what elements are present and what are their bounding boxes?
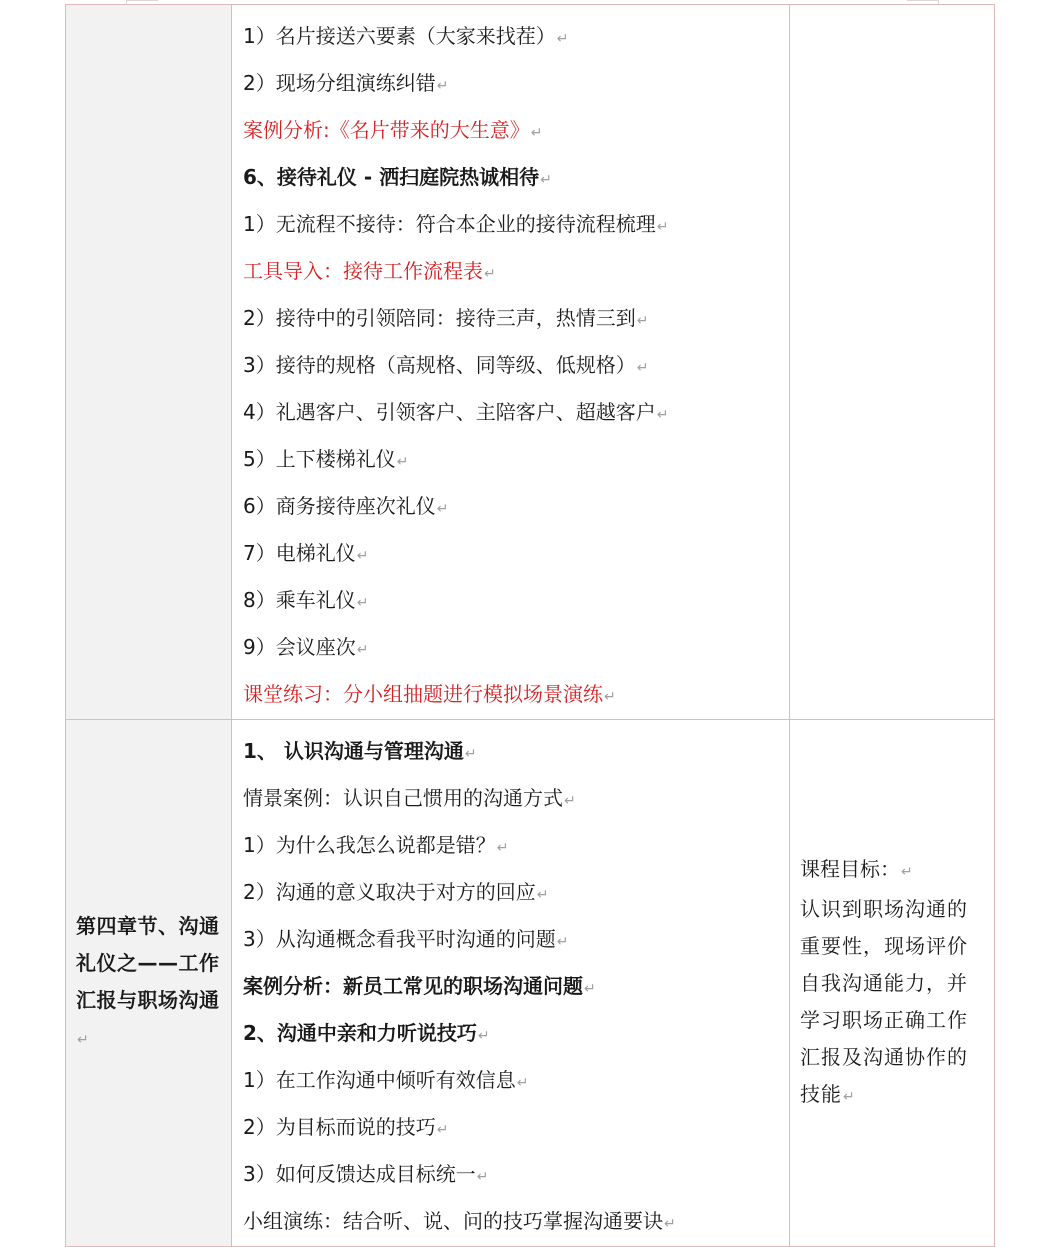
return-mark-icon: ↵ (604, 689, 616, 705)
return-mark-icon: ↵ (476, 1169, 489, 1185)
return-mark-icon: ↵ (536, 887, 549, 903)
return-mark-icon: ↵ (636, 360, 649, 376)
content-line (243, 963, 779, 1010)
content-line-text: 1）在工作沟通中倾听有效信息 (243, 1068, 516, 1092)
content-line-text: 案例分析：新员工常见的职场沟通问题 (243, 974, 583, 998)
content-line-text: 7）电梯礼仪 (243, 541, 356, 565)
content-line-text: 4）礼遇客户、引领客户、主陪客户、超越客户 (243, 400, 656, 424)
section-title (66, 908, 231, 1059)
content-line-text: 8）乘车礼仪 (243, 588, 356, 612)
content-line-text: 2、沟通中亲和力听说技巧 (243, 1021, 477, 1045)
goal-cell (790, 720, 995, 1247)
content-line (243, 775, 779, 822)
section-cell (66, 5, 232, 720)
content-line (243, 248, 779, 295)
return-mark-icon: ↵ (843, 1088, 856, 1105)
content-line (243, 154, 779, 201)
content-line-text: 1）为什么我怎么说都是错？ (243, 833, 496, 857)
return-mark-icon: ↵ (656, 407, 669, 423)
return-mark-icon: ↵ (540, 172, 552, 188)
content-line-text: 3）接待的规格（高规格、同等级、低规格） (243, 353, 636, 377)
content-line-text: 6、接待礼仪 - 洒扫庭院热诚相待 (243, 165, 540, 189)
return-mark-icon: ↵ (477, 1028, 490, 1044)
content-line (243, 671, 779, 718)
content-cell (232, 720, 790, 1247)
return-mark-icon: ↵ (484, 266, 496, 282)
section-cell (66, 720, 232, 1247)
table-row (66, 720, 995, 1247)
return-mark-icon: ↵ (436, 78, 449, 94)
content-line (243, 577, 779, 624)
content-line (243, 483, 779, 530)
return-mark-icon: ↵ (464, 746, 477, 762)
content-line (243, 107, 779, 154)
return-mark-icon: ↵ (636, 313, 649, 329)
content-line (243, 1198, 779, 1245)
content-line-text: 2）为目标而说的技巧 (243, 1115, 436, 1139)
return-mark-icon: ↵ (584, 981, 596, 997)
content-line (243, 60, 779, 107)
return-mark-icon: ↵ (356, 548, 369, 564)
content-line-text: 2）现场分组演练纠错 (243, 71, 436, 95)
return-mark-icon: ↵ (356, 642, 369, 658)
content-line (243, 1151, 779, 1198)
content-line-text: 3）如何反馈达成目标统一 (243, 1162, 476, 1186)
content-line (243, 1057, 779, 1104)
section-title-text: 第四章节、沟通礼仪之——工作汇报与职场沟通 (76, 913, 220, 1012)
content-line (243, 624, 779, 671)
return-mark-icon: ↵ (356, 595, 369, 611)
goal-cell (790, 5, 995, 720)
goal-heading-text: 课程目标： (800, 856, 900, 881)
content-line (243, 1010, 779, 1057)
return-mark-icon: ↵ (556, 934, 569, 950)
goal-text-body: 认识到职场沟通的重要性，现场评价自我沟通能力，并学习职场正确工作汇报及沟通协作的技能 (800, 896, 968, 1106)
content-lines (243, 728, 779, 1245)
content-line-text: 案例分析:《名片带来的大生意》 (243, 118, 530, 142)
return-mark-icon: ↵ (664, 1216, 676, 1232)
return-mark-icon: ↵ (564, 793, 576, 809)
content-line-text: 课堂练习：分小组抽题进行模拟场景演练 (243, 682, 603, 706)
content-line-text: 1）无流程不接待：符合本企业的接待流程梳理 (243, 212, 656, 236)
return-mark-icon: ↵ (77, 1031, 90, 1048)
return-mark-icon: ↵ (901, 863, 913, 880)
return-mark-icon: ↵ (530, 125, 543, 141)
content-line-text: 小组演练：结合听、说、问的技巧掌握沟通要诀 (243, 1209, 663, 1233)
return-mark-icon: ↵ (396, 454, 409, 470)
content-line (243, 295, 779, 342)
return-mark-icon: ↵ (436, 1122, 449, 1138)
content-line (243, 13, 779, 60)
content-line (243, 916, 779, 963)
content-line (243, 436, 779, 483)
content-line (243, 822, 779, 869)
return-mark-icon: ↵ (496, 840, 509, 856)
return-mark-icon: ↵ (556, 31, 569, 47)
content-line-text: 工具导入：接待工作流程表 (243, 259, 483, 283)
return-mark-icon: ↵ (516, 1075, 529, 1091)
return-mark-icon: ↵ (656, 219, 669, 235)
content-line-text: 9）会议座次 (243, 635, 356, 659)
content-lines (243, 13, 779, 718)
table-row (66, 5, 995, 720)
content-line (243, 728, 779, 775)
goal-heading (800, 851, 984, 891)
course-syllabus-table (65, 4, 995, 1247)
content-line (243, 530, 779, 577)
goal-text (800, 891, 984, 1116)
content-line-text: 2）沟通的意义取决于对方的回应 (243, 880, 536, 904)
return-mark-icon: ↵ (436, 501, 449, 517)
content-line (243, 869, 779, 916)
content-line (243, 342, 779, 389)
content-line (243, 1104, 779, 1151)
content-line-text: 6）商务接待座次礼仪 (243, 494, 436, 518)
content-line-text: 1、 认识沟通与管理沟通 (243, 739, 464, 763)
content-line-text: 1）名片接送六要素（大家来找茬） (243, 24, 556, 48)
content-cell (232, 5, 790, 720)
content-line (243, 389, 779, 436)
content-line-text: 5）上下楼梯礼仪 (243, 447, 396, 471)
content-line-text: 2）接待中的引领陪同：接待三声，热情三到 (243, 306, 636, 330)
content-line-text: 情景案例：认识自己惯用的沟通方式 (243, 786, 563, 810)
content-line-text: 3）从沟通概念看我平时沟通的问题 (243, 927, 556, 951)
content-line (243, 201, 779, 248)
